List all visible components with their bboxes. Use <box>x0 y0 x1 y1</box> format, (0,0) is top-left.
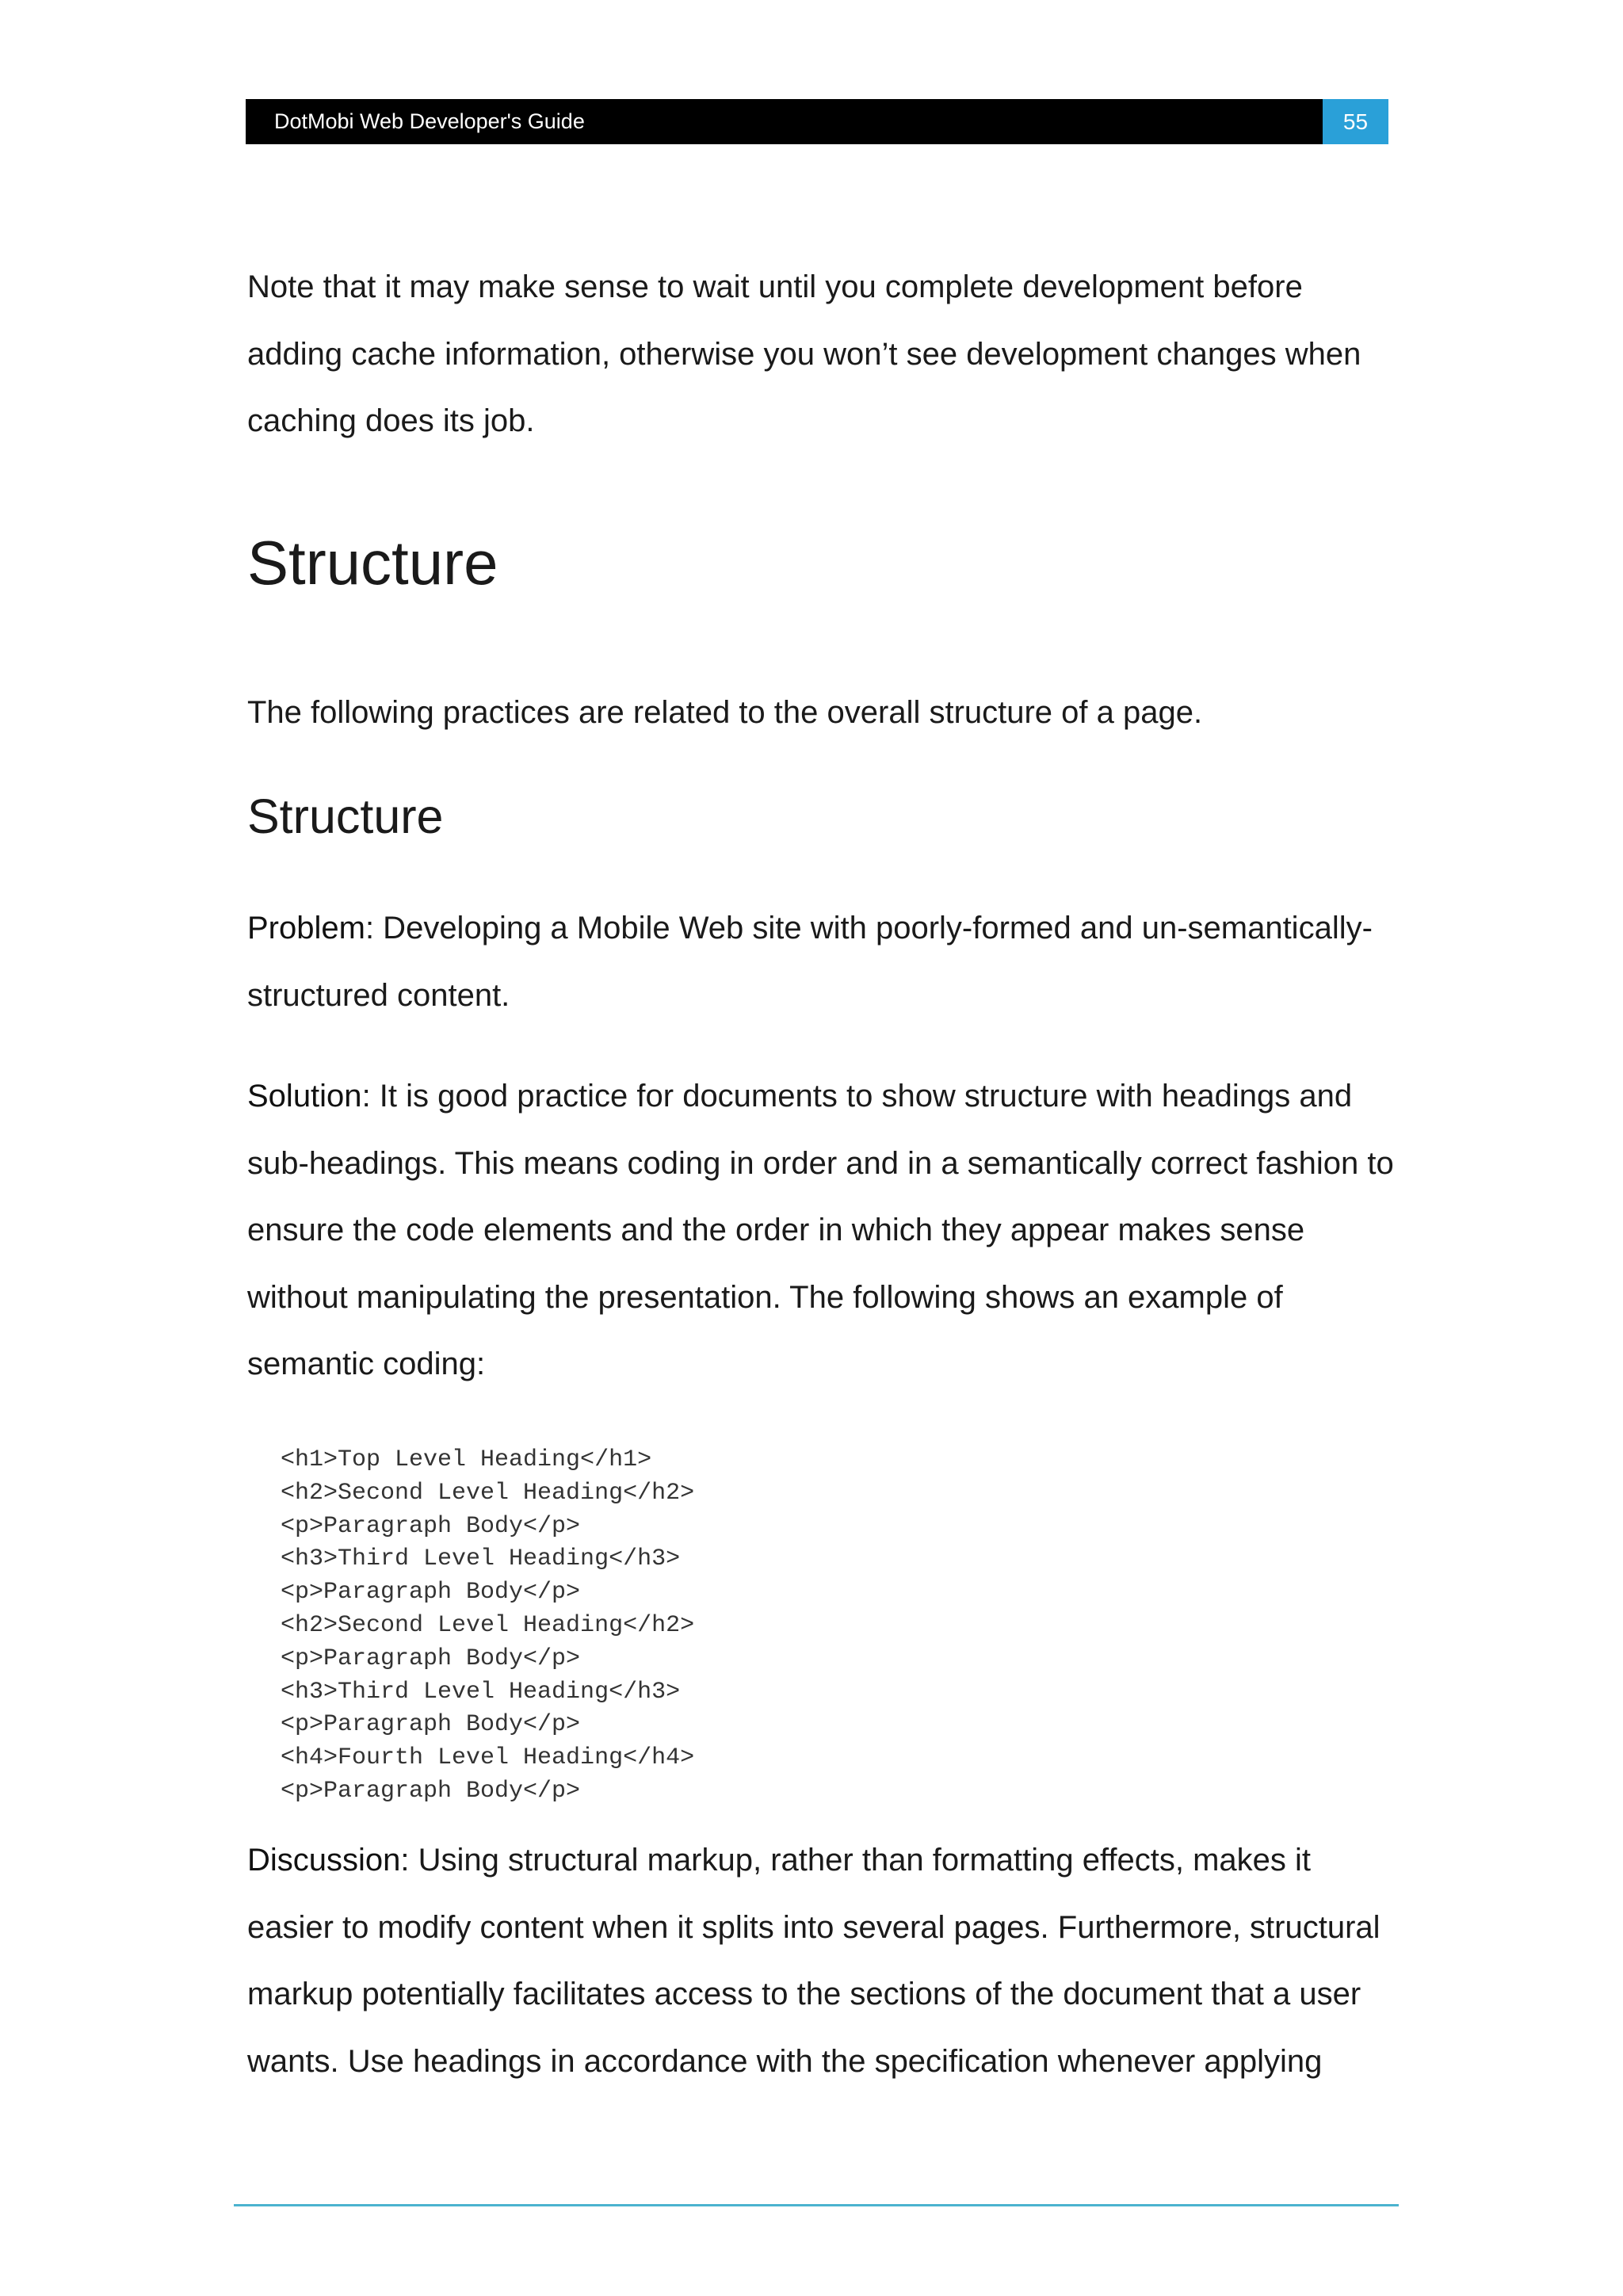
problem-label: Problem <box>247 911 365 946</box>
solution-text: : It is good practice for documents to show structure with headings and sub-headings. This means coding in order and in a semantically correct fashion to ensure the code elements and the order in which they appear makes sense without manipulating the presentation. The following shows an example of semantic coding: <box>247 1079 1394 1381</box>
solution-label: Solution <box>247 1079 362 1114</box>
subsection-heading: Structure <box>247 789 444 843</box>
running-header <box>246 99 1388 144</box>
code-line: <h1>Top Level Heading</h1> <box>281 1446 652 1473</box>
code-line: <p>Paragraph Body</p> <box>281 1645 581 1672</box>
code-line: <h2>Second Level Heading</h2> <box>281 1479 695 1507</box>
code-example <box>281 1444 694 1809</box>
header-title: DotMobi Web Developer's Guide <box>274 109 585 133</box>
code-line: <p>Paragraph Body</p> <box>281 1512 581 1540</box>
code-line: <p>Paragraph Body</p> <box>281 1579 581 1606</box>
solution-paragraph <box>247 1063 1398 1398</box>
code-line: <h2>Second Level Heading</h2> <box>281 1611 695 1639</box>
code-line: <h3>Third Level Heading</h3> <box>281 1545 681 1573</box>
code-line: <p>Paragraph Body</p> <box>281 1777 581 1805</box>
code-line: <h3>Third Level Heading</h3> <box>281 1678 681 1706</box>
page-number: 55 <box>1323 99 1388 144</box>
code-line: <h4>Fourth Level Heading</h4> <box>281 1744 695 1772</box>
discussion-text: : Using structural markup, rather than formatting effects, makes it easier to modify content when it splits into several pages. Furthermore, structural markup potentially facilitates access to the sections of the document that a user wants. Use headings in accordance with the specification whenever applying <box>247 1843 1381 2079</box>
discussion-label: Discussion <box>247 1843 401 1878</box>
code-line: <p>Paragraph Body</p> <box>281 1711 581 1739</box>
paragraph-cache-note: Note that it may make sense to wait until you complete development before adding cache information, otherwise you won’t see development changes when caching does its job. <box>247 269 1361 438</box>
problem-text: : Developing a Mobile Web site with poorly-formed and un-semantically-structured content. <box>247 911 1373 1013</box>
problem-paragraph <box>247 895 1398 1029</box>
footer-divider <box>234 2204 1399 2206</box>
section-heading: Structure <box>247 528 498 598</box>
section-intro: The following practices are related to the overall structure of a page. <box>247 695 1203 730</box>
discussion-paragraph <box>247 1827 1398 2095</box>
